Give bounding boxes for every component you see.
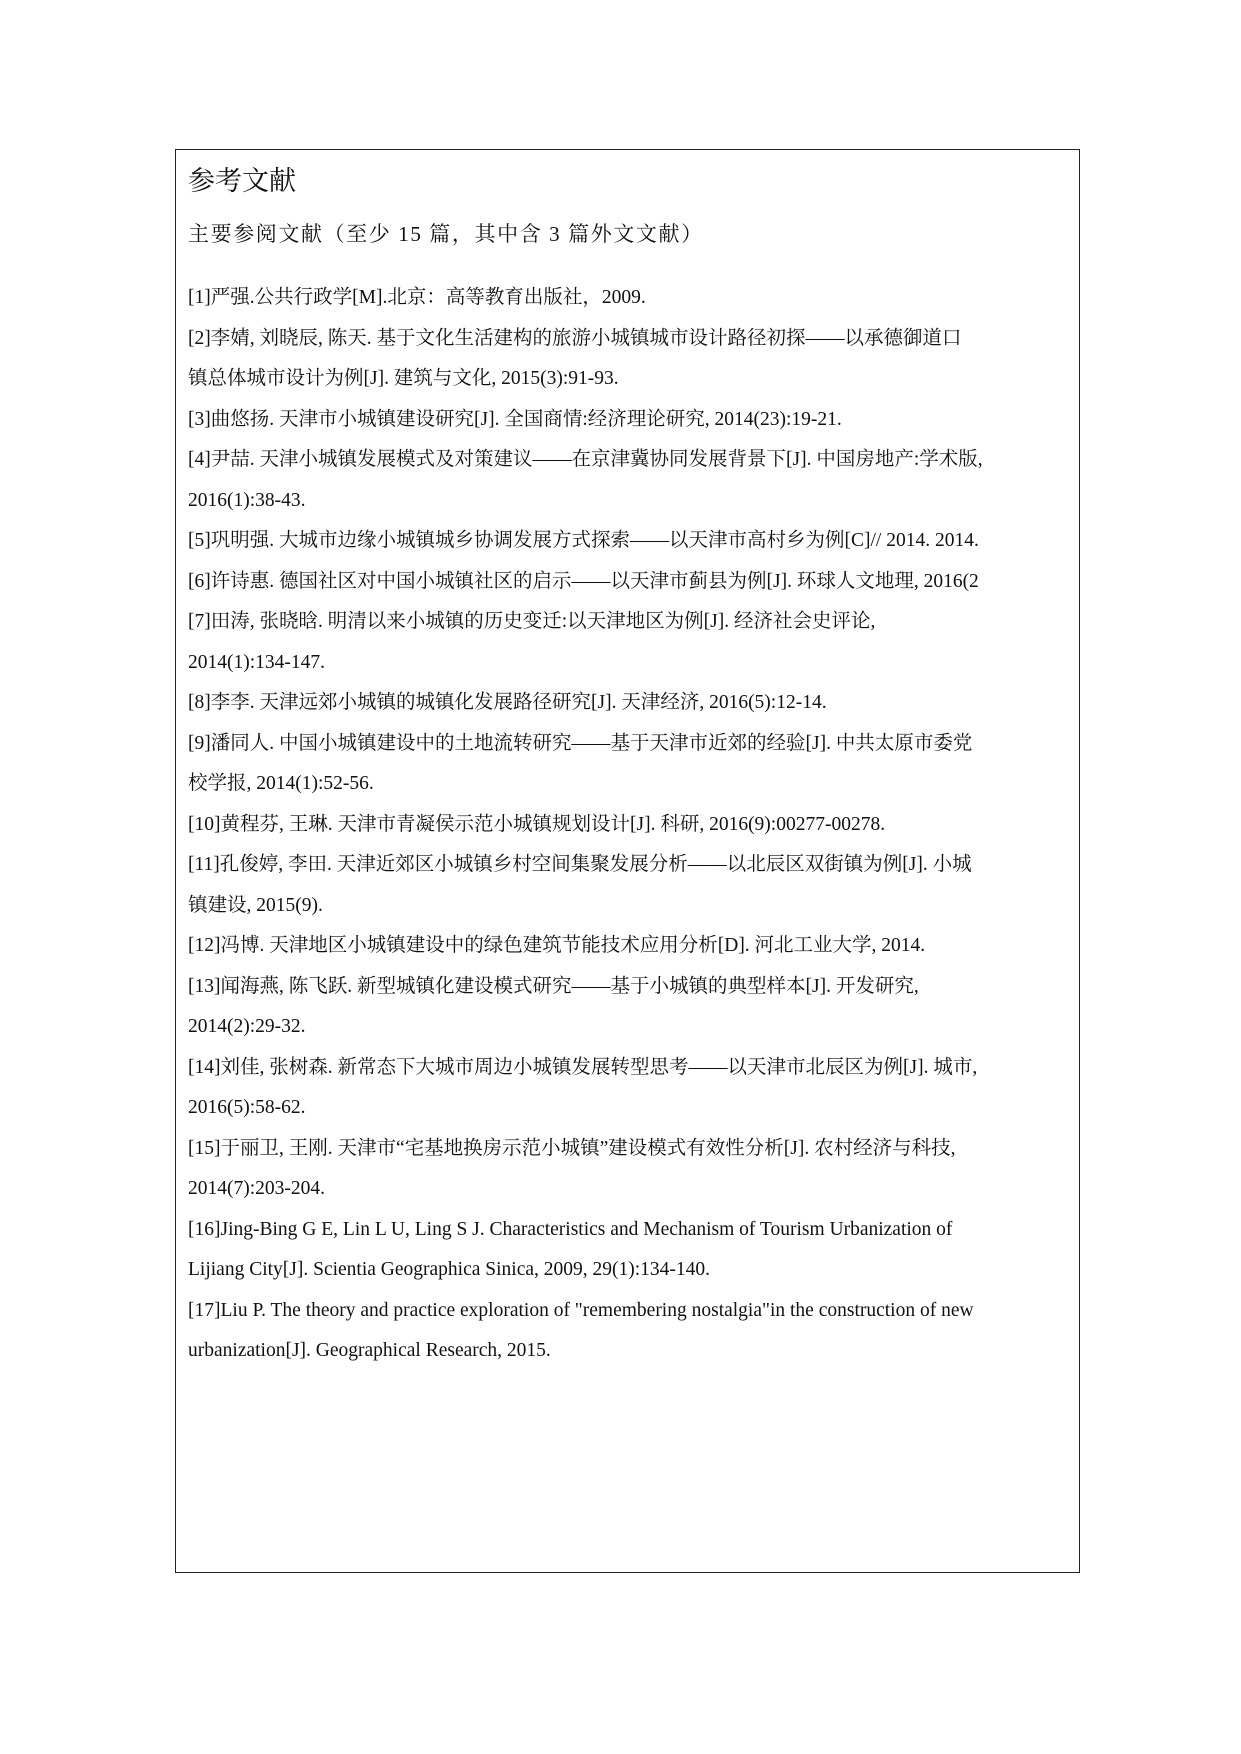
reference-line: Lijiang City[J]. Scientia Geographica Sinica, 2009, 29(1):134-140. xyxy=(188,1259,711,1280)
reference-line: 镇建设, 2015(9). xyxy=(188,894,323,916)
reference-line: 校学报, 2014(1):52-56. xyxy=(188,773,374,794)
reference-line: [9]潘同人. 中国小城镇建设中的土地流转研究——基于天津市近郊的经验[J]. 中共太原市委党 xyxy=(188,732,973,754)
reference-line: [6]许诗惠. 德国社区对中国小城镇社区的启示——以天津市蓟县为例[J]. 环球人文地理, 2016(2 xyxy=(188,570,979,592)
reference-line: [3]曲悠扬. 天津市小城镇建设研究[J]. 全国商情:经济理论研究, 2014(23):19-21. xyxy=(188,408,842,430)
reference-item xyxy=(188,683,1068,724)
reference-line: [1]严强.公共行政学[M].北京：高等教育出版社，2009. xyxy=(188,287,646,308)
reference-line: 2016(5):58-62. xyxy=(188,1097,306,1118)
reference-item xyxy=(188,805,1068,846)
reference-item xyxy=(188,278,1068,319)
reference-line: 2014(2):29-32. xyxy=(188,1016,306,1037)
reference-line: [17]Liu P. The theory and practice exploration of "remembering nostalgia"in the construction of new xyxy=(188,1299,974,1321)
section-heading: 参考文献 xyxy=(188,166,296,196)
reference-item xyxy=(188,845,1068,926)
reference-line: 镇总体城市设计为例[J]. 建筑与文化, 2015(3):91-93. xyxy=(188,368,619,389)
reference-line: 2014(1):134-147. xyxy=(188,651,326,673)
reference-item xyxy=(188,926,1068,967)
section-subheading: 主要参阅文献（至少 15 篇，其中含 3 篇外文文献） xyxy=(188,222,704,246)
reference-line: [7]田涛, 张晓晗. 明清以来小城镇的历史变迁:以天津地区为例[J]. 经济社会史评论, xyxy=(188,611,876,632)
reference-item xyxy=(188,521,1068,562)
reference-line: [15]于丽卫, 王刚. 天津市“宅基地换房示范小城镇”建设模式有效性分析[J]. 农村经济与科技, xyxy=(188,1137,956,1159)
reference-item xyxy=(188,1210,1068,1291)
reference-line: [16]Jing-Bing G E, Lin L U, Ling S J. Characteristics and Mechanism of Tourism Urbanization of xyxy=(188,1218,953,1240)
reference-line: [13]闻海燕, 陈飞跃. 新型城镇化建设模式研究——基于小城镇的典型样本[J]. 开发研究, xyxy=(188,975,919,997)
reference-item xyxy=(188,967,1068,1048)
reference-item xyxy=(188,1048,1068,1129)
reference-item xyxy=(188,562,1068,603)
reference-item xyxy=(188,319,1068,400)
reference-item xyxy=(188,724,1068,805)
reference-line: 2016(1):38-43. xyxy=(188,489,306,511)
reference-item xyxy=(188,1291,1068,1372)
reference-item xyxy=(188,1129,1068,1210)
reference-line: [12]冯博. 天津地区小城镇建设中的绿色建筑节能技术应用分析[D]. 河北工业大学, 2014. xyxy=(188,935,926,956)
reference-item xyxy=(188,440,1068,521)
reference-line: [10]黄程芬, 王琳. 天津市青凝侯示范小城镇规划设计[J]. 科研, 2016(9):00277-00278. xyxy=(188,813,886,835)
reference-item xyxy=(188,602,1068,683)
reference-item xyxy=(188,400,1068,441)
reference-box xyxy=(175,149,1080,1573)
reference-line: [11]孔俊婷, 李田. 天津近郊区小城镇乡村空间集聚发展分析——以北辰区双街镇为例[J]. 小城 xyxy=(188,854,972,875)
reference-line: [14]刘佳, 张树森. 新常态下大城市周边小城镇发展转型思考——以天津市北辰区为例[J]. 城市, xyxy=(188,1056,978,1078)
reference-line: [8]李李. 天津远郊小城镇的城镇化发展路径研究[J]. 天津经济, 2016(5):12-14. xyxy=(188,692,827,713)
reference-line: 2014(7):203-204. xyxy=(188,1178,326,1199)
reference-list xyxy=(188,278,1068,1372)
reference-line: [4]尹喆. 天津小城镇发展模式及对策建议——在京津冀协同发展背景下[J]. 中国房地产:学术版, xyxy=(188,449,983,470)
reference-line: [2]李婧, 刘晓辰, 陈天. 基于文化生活建构的旅游小城镇城市设计路径初探——以承德御道口 xyxy=(188,327,962,349)
reference-line: urbanization[J]. Geographical Research, 2015. xyxy=(188,1340,551,1361)
reference-line: [5]巩明强. 大城市边缘小城镇城乡协调发展方式探索——以天津市高村乡为例[C]// 2014. 2014. xyxy=(188,530,979,551)
